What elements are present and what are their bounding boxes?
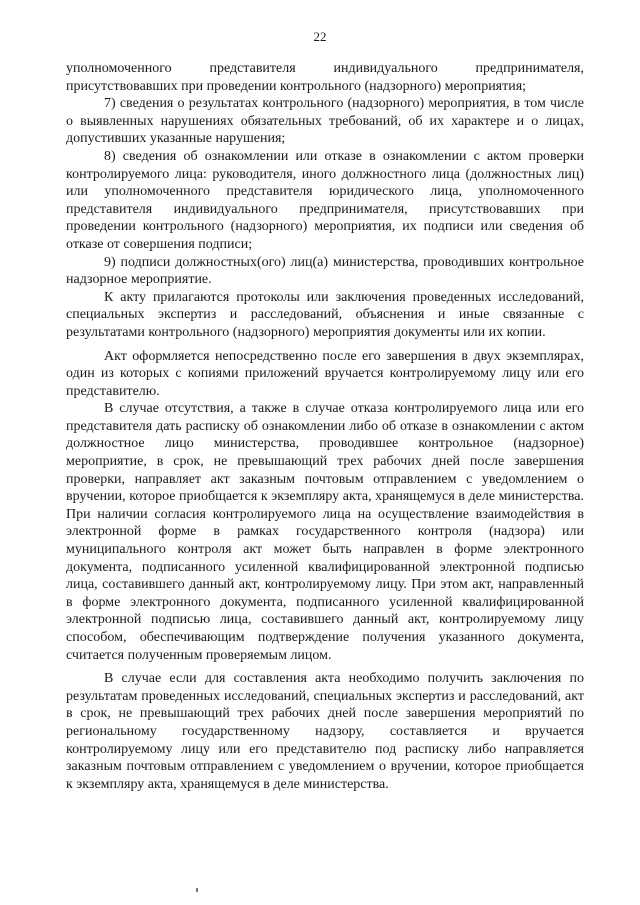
paragraph-item-7: 7) сведения о результатах контрольного (надзорного) мероприятия, в том числе о выявленных нарушениях обязательных требований, об их характере и о лицах, допустивших указанные нарушения; [66,96,584,147]
document-body [66,60,584,793]
paragraph-absence-refusal: В случае отсутствия, а также в случае отказа контролируемого лица или его представителя дать расписку об ознакомлении либо об отказе в ознакомлении с актом должностное лицо министерства, проводившее контрольное (надзорное) мероприятие, в срок, не превышающий трех рабочих дней после завершения проверки, направляет акт заказным почтовым отправлением с уведомлением о вручении, которое приобщается к экземпляру акта, хранящемуся в деле министерства. При наличии согласия контролируемого лица на осуществление взаимодействия в электронной форме в рамках государственного контроля (надзора) или муниципального контроля акт может быть направлен в форме электронного документа, подписанного усиленной квалифицированной электронной подписью лица, составившего данный акт, контролируемому лицу. При этом акт, направленный в форме электронного документа, подписанного усиленной квалифицированной электронной подписью лица, составившего данный акт, контролируемому лицу способом, обеспечивающим подтверждение получения указанного документа, считается полученным проверяемым лицом. [66,401,584,663]
paragraph-conclusions: В случае если для составления акта необходимо получить заключения по результатам проведенных исследований, специальных экспертиз и расследований, акт в срок, не превышающий трех рабочих дней после завершения мероприятий по региональному государственному надзору, составляется и вручается контролируемому лицу или его представителю под расписку либо направляется заказным почтовым отправлением с уведомлением о вручении, которое приобщается к экземпляру акта, хранящемуся в деле министерства. [66,671,584,792]
scan-mark [196,888,198,892]
paragraph-item-9: 9) подписи должностных(ого) лиц(а) министерства, проводивших контрольное надзорное мероприятие. [66,254,584,288]
paragraph-attachments: К акту прилагаются протоколы или заключения проведенных исследований, специальных экспертиз и расследований, объяснения и иные связанные с результатами контрольного (надзорного) мероприятия документы или их копии. [66,289,584,340]
paragraph-continuation: уполномоченного представителя индивидуального предпринимателя, присутствовавших при проведении контрольного (надзорного) мероприятия; [66,61,584,94]
paragraph-act-execution: Акт оформляется непосредственно после его завершения в двух экземплярах, один из которых с копиями приложений вручается контролируемому лицу или его представителю. [66,348,584,399]
page-number: 22 [313,29,327,44]
paragraph-item-8: 8) сведения об ознакомлении или отказе в ознакомлении с актом проверки контролируемого лица: руководителя, иного должностного лица (должностных лиц) или уполномоченного представителя юридического лица, уполномоченного представителя индивидуального предпринимателя, присутствовавших при проведении контрольного (надзорного) мероприятия, их подписи или сведения об отказе от совершения подписи; [66,148,584,252]
